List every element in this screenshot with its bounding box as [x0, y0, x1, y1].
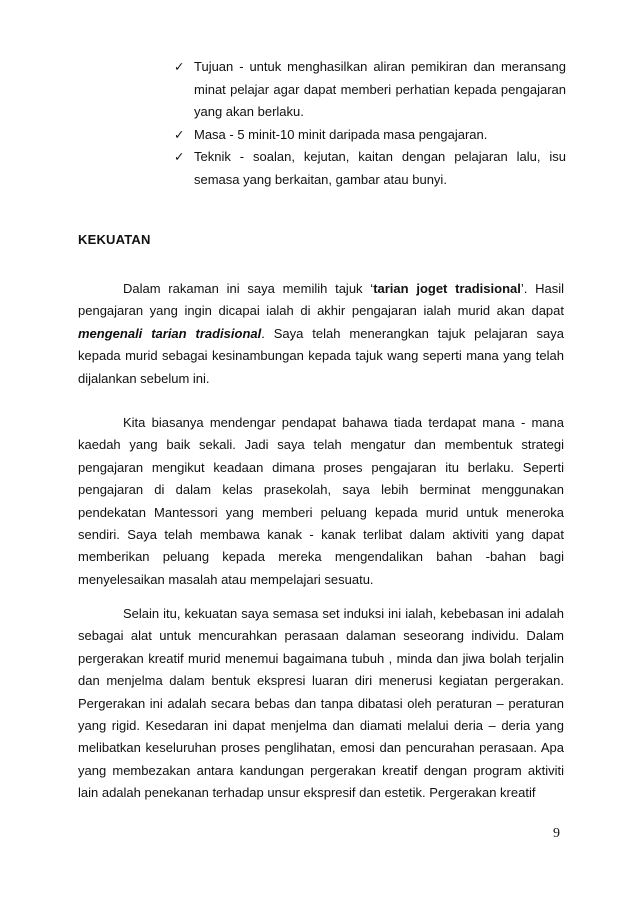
- bullet-text: Masa - 5 minit-10 minit daripada masa pengajaran.: [194, 126, 488, 142]
- para-text: ’. Hasil pengajaran yang ingin dicapai ialah di akhir pengajaran ialah murid akan dapat: [78, 281, 564, 319]
- bullet-item-tujuan: [173, 56, 566, 124]
- para-text: . Saya telah menerangkan tajuk pelajaran saya kepada murid sebagai kesinambungan kepada tajuk wang seperti mana yang telah dijalankan sebelum ini.: [78, 325, 565, 386]
- bold-italic-term: mengenali tarian tradisional: [78, 325, 262, 341]
- bullet-text: Tujuan - untuk menghasilkan aliran pemikiran dan meransang minat pelajar agar dapat memberi perhatian kepada pengajaran yang akan berlaku.: [194, 59, 566, 119]
- bullet-item-masa: [173, 124, 566, 147]
- bullet-item-teknik: [173, 146, 566, 191]
- page-number: 9: [553, 826, 560, 841]
- paragraph-1: [78, 278, 564, 390]
- para-text: Dalam rakaman ini saya memilih tajuk ‘: [123, 281, 374, 296]
- bullet-text: Teknik - soalan, kejutan, kaitan dengan pelajaran lalu, isu semasa yang berkaitan, gambar atau bunyi.: [194, 149, 566, 187]
- paragraph-2: Kita biasanya mendengar pendapat bahawa tiada terdapat mana - mana kaedah yang baik sekali. Jadi saya telah mengatur dan membentuk strategi pengajaran mengikut keadaan dimana proses pengajaran itu berlaku. Seperti pengajaran di dalam kelas prasekolah, saya lebih berminat menggunakan pendekatan Mantessori yang memberi peluang kepada murid untuk meneroka sendiri. Saya telah membawa kanak - kanak terlibat dalam aktiviti yang dapat memberikan peluang kepada mereka mengendalikan bahan -bahan bagi menyelesaikan masalah atau mempelajari sesuatu.: [78, 415, 564, 587]
- bold-term: tarian joget tradisional: [373, 281, 521, 296]
- checkmark-icon: ✓: [174, 126, 185, 142]
- paragraph-3: Selain itu, kekuatan saya semasa set induksi ini ialah, kebebasan ini adalah sebagai alat untuk mencurahkan perasaan dalaman seseorang individu. Dalam pergerakan kreatif murid menemui bagaimana tubuh , minda dan jiwa bolah terjalin dan menjelma dalam bentuk ekspresi luaran diri menerusi kegiatan pergerakan. Pergerakan ini adalah secara bebas dan tanpa dibatasi oleh peraturan – peraturan yang rigid. Kesedaran ini dapat menjelma dan diamati melalui deria – deria yang melibatkan keseluruhan proses penglihatan, emosi dan pencurahan perasaan. Apa yang membezakan antara kandungan pergerakan kreatif dengan program aktiviti lain adalah penekanan terhadap unsur ekspresif dan estetik. Pergerakan kreatif: [78, 606, 564, 801]
- checkmark-icon: ✓: [174, 59, 185, 74]
- section-heading: KEKUATAN: [78, 232, 151, 247]
- checkmark-icon: ✓: [174, 149, 185, 164]
- bullet-list: [173, 56, 566, 191]
